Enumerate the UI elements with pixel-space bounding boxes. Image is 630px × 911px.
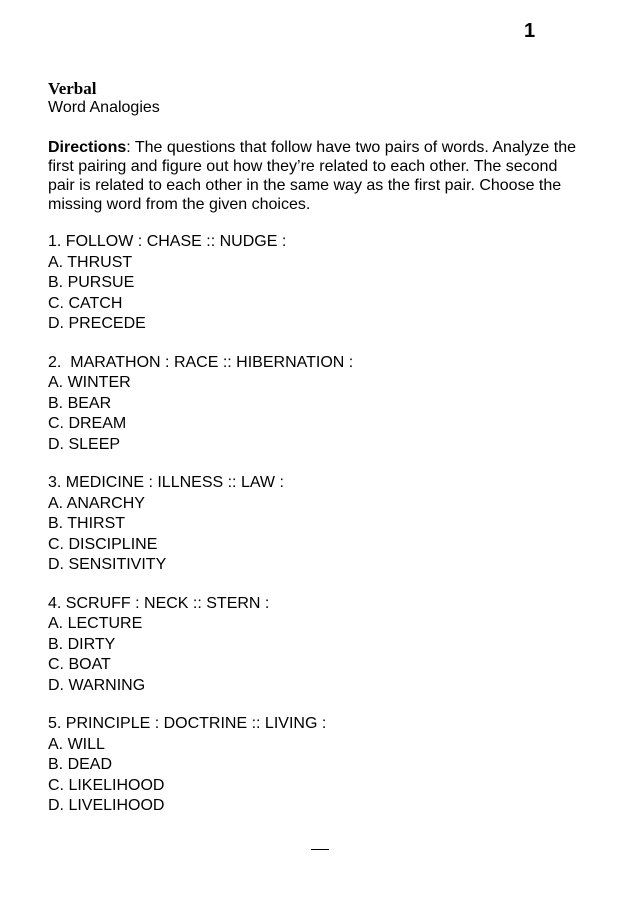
directions-label: Directions xyxy=(48,139,127,156)
footer-divider xyxy=(311,849,329,850)
answer-option: C. CATCH xyxy=(48,294,123,312)
question-prompt: 4. SCRUFF : NECK :: STERN : xyxy=(48,594,270,612)
answer-option: D. PRECEDE xyxy=(48,315,146,332)
answer-option: D. WARNING xyxy=(48,676,146,694)
answer-option: A. WILL xyxy=(48,735,105,753)
question-5 xyxy=(48,714,588,817)
answer-option: B. BEAR xyxy=(48,394,112,412)
question-3 xyxy=(48,473,588,576)
question-1 xyxy=(48,232,588,335)
question-prompt: 3. MEDICINE : ILLNESS :: LAW : xyxy=(48,474,284,491)
answer-option: A. THRUST xyxy=(48,253,133,271)
section-subtitle: Word Analogies xyxy=(48,99,160,116)
question-prompt: 2. MARATHON : RACE :: HIBERNATION : xyxy=(48,353,354,371)
answer-option: A. ANARCHY xyxy=(48,494,145,512)
directions xyxy=(48,138,588,214)
answer-option: A. WINTER xyxy=(48,374,131,391)
answer-option: C. BOAT xyxy=(48,656,111,673)
answer-option: A. LECTURE xyxy=(48,615,143,632)
answer-option: B. THIRST xyxy=(48,515,126,532)
answer-option: D. SLEEP xyxy=(48,435,121,453)
answer-option: D. SENSITIVITY xyxy=(48,556,167,573)
question-2 xyxy=(48,353,588,456)
directions-text: : The questions that follow have two pairs of words. Analyze the first pairing and figure out how they’re related to each other. The second pair is related to each other in the same way as the first pair. Choose the missing word from the given choices. xyxy=(48,139,576,213)
question-prompt: 5. PRINCIPLE : DOCTRINE :: LIVING : xyxy=(48,715,327,732)
answer-option: B. DEAD xyxy=(48,756,113,773)
answer-option: B. PURSUE xyxy=(48,274,135,291)
answer-option: D. LIVELIHOOD xyxy=(48,797,165,814)
document-body xyxy=(48,79,588,817)
section-title: Verbal xyxy=(48,79,97,98)
answer-option: C. DREAM xyxy=(48,415,127,432)
answer-option: B. DIRTY xyxy=(48,635,116,653)
answer-option: C. LIKELIHOOD xyxy=(48,776,165,794)
question-4 xyxy=(48,594,588,697)
question-prompt: 1. FOLLOW : CHASE :: NUDGE : xyxy=(48,233,287,250)
page-number: 1 xyxy=(524,20,536,42)
answer-option: C. DISCIPLINE xyxy=(48,535,158,553)
